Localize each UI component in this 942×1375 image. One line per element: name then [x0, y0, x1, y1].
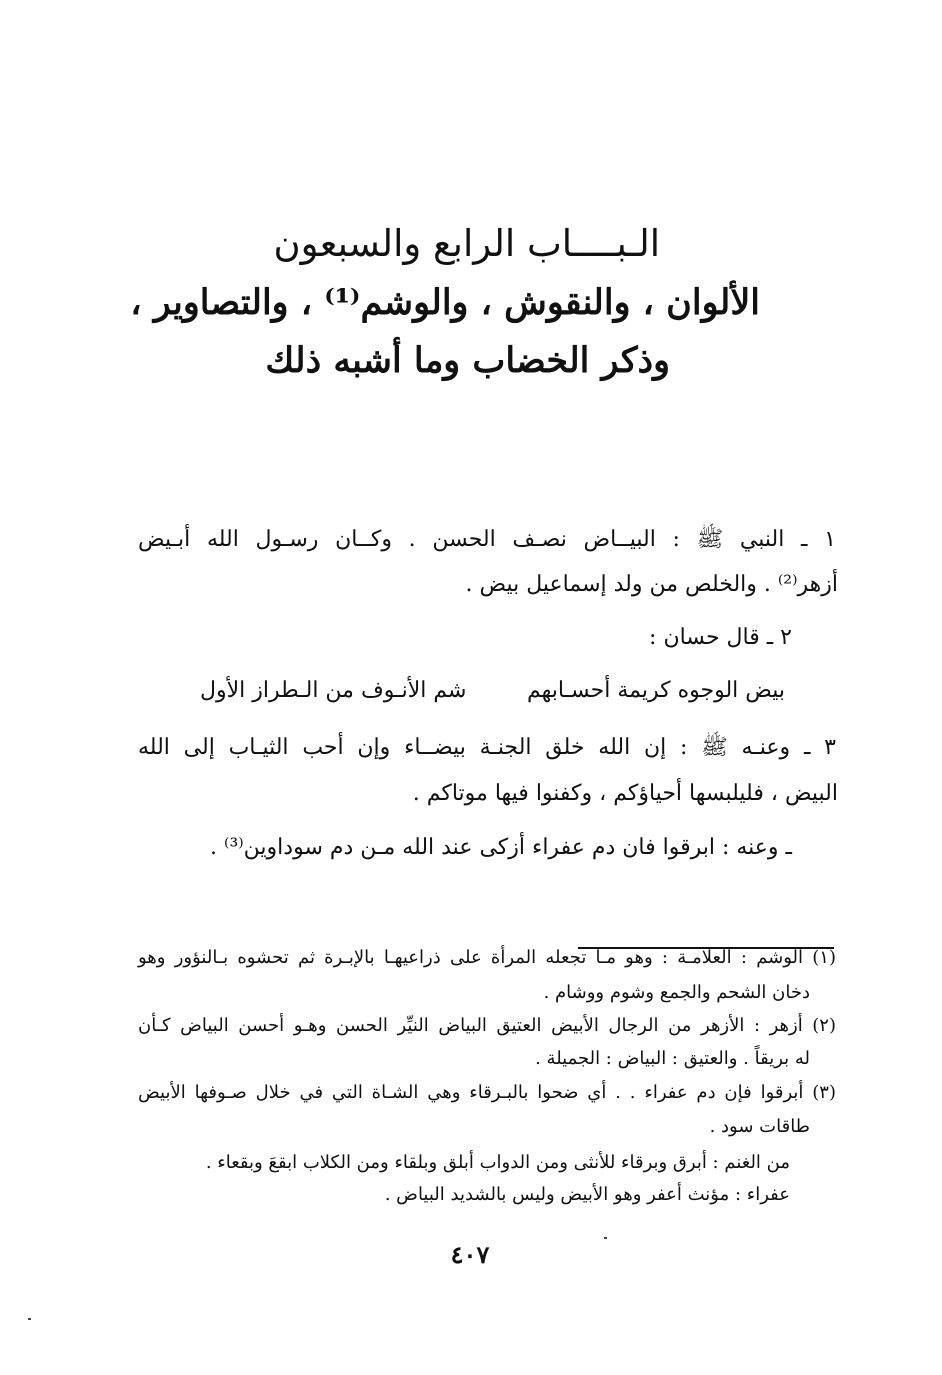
footnote-3-line-3: من الغنم : أبرق وبرقاء للأنثى ومن الدواب أبلق وبلقاء ومن الكلاب ابقعَ وبقعاء . — [205, 1152, 790, 1173]
footnote-1-line-1: (١) الوشم : العلامـة : وهو مـا تجعله المرأة على ذراعيهـا بالإبـرة ثم تحشوه بـالنؤور وهو — [138, 947, 836, 968]
footnote-3-line-2: طاقات سود . — [709, 1116, 810, 1137]
chapter-title-line-2: وذكر الخضاب وما أشبه ذلك — [265, 340, 670, 381]
paragraph-1-line-2: أزهر⁽²⁾ . والخلص من ولد إسماعيل بيض . — [465, 572, 838, 597]
paragraph-1-line-1: ١ ـ النبي ﷺ : البيــاض نصـف الحسن . وكــان رسـول الله أبـيض — [138, 527, 836, 552]
paragraph-2-line-1: ٢ ـ قال حسان : — [649, 625, 792, 650]
footnote-2-line-2: له بريقاً . والعتيق : البياض : الجميلة . — [535, 1048, 810, 1069]
chapter-heading: الـبــــاب الرابع والسبعون — [273, 222, 660, 265]
paragraph-4-line-1: ـ وعنه : ابرقوا فان دم عفراء أزكى عند الله مـن دم سوداوين⁽³⁾ . — [210, 835, 792, 860]
verse-second-hemistich: شم الأنـوف من الـطراز الأول — [200, 678, 467, 703]
page-number: ٤٠٧ — [450, 1240, 490, 1269]
chapter-title-line-1: الألوان ، والنقوش ، والوشم⁽¹⁾ ، والتصاوير ، — [130, 282, 760, 323]
footnote-3-line-1: (٣) أبرقوا فإن دم عفراء . . أي ضحوا بالبـرقاء وهي الشـاة التي في خلال صـوفها الأبيض — [138, 1082, 836, 1103]
poetry-verse — [200, 676, 785, 706]
footnote-3-line-4: عفراء : مؤنث أعفر وهو الأبيض وليس بالشديد البياض . — [384, 1184, 790, 1205]
scan-speck — [28, 1318, 31, 1320]
footnote-2-line-1: (٢) أزهر : الأزهر من الرجال الأبيض العتيق البياض النيِّر الحسن وهـو أحسن البياض كـأن — [138, 1015, 836, 1036]
scan-speck — [604, 1237, 607, 1239]
paragraph-3-line-1: ٣ ـ وعنـه ﷺ : إن الله خلق الجنـة بيضــاء وإن أحب الثيـاب إلى الله — [138, 735, 836, 760]
paragraph-3-line-2: البيض ، فليلبسها أحياؤكم ، وكفنوا فيها موتاكم . — [412, 781, 838, 806]
verse-first-hemistich: بيض الوجوه كريمة أحسـابهم — [526, 678, 785, 703]
footnote-1-line-2: دخان الشحم والجمع وشوم ووشام . — [543, 982, 810, 1003]
